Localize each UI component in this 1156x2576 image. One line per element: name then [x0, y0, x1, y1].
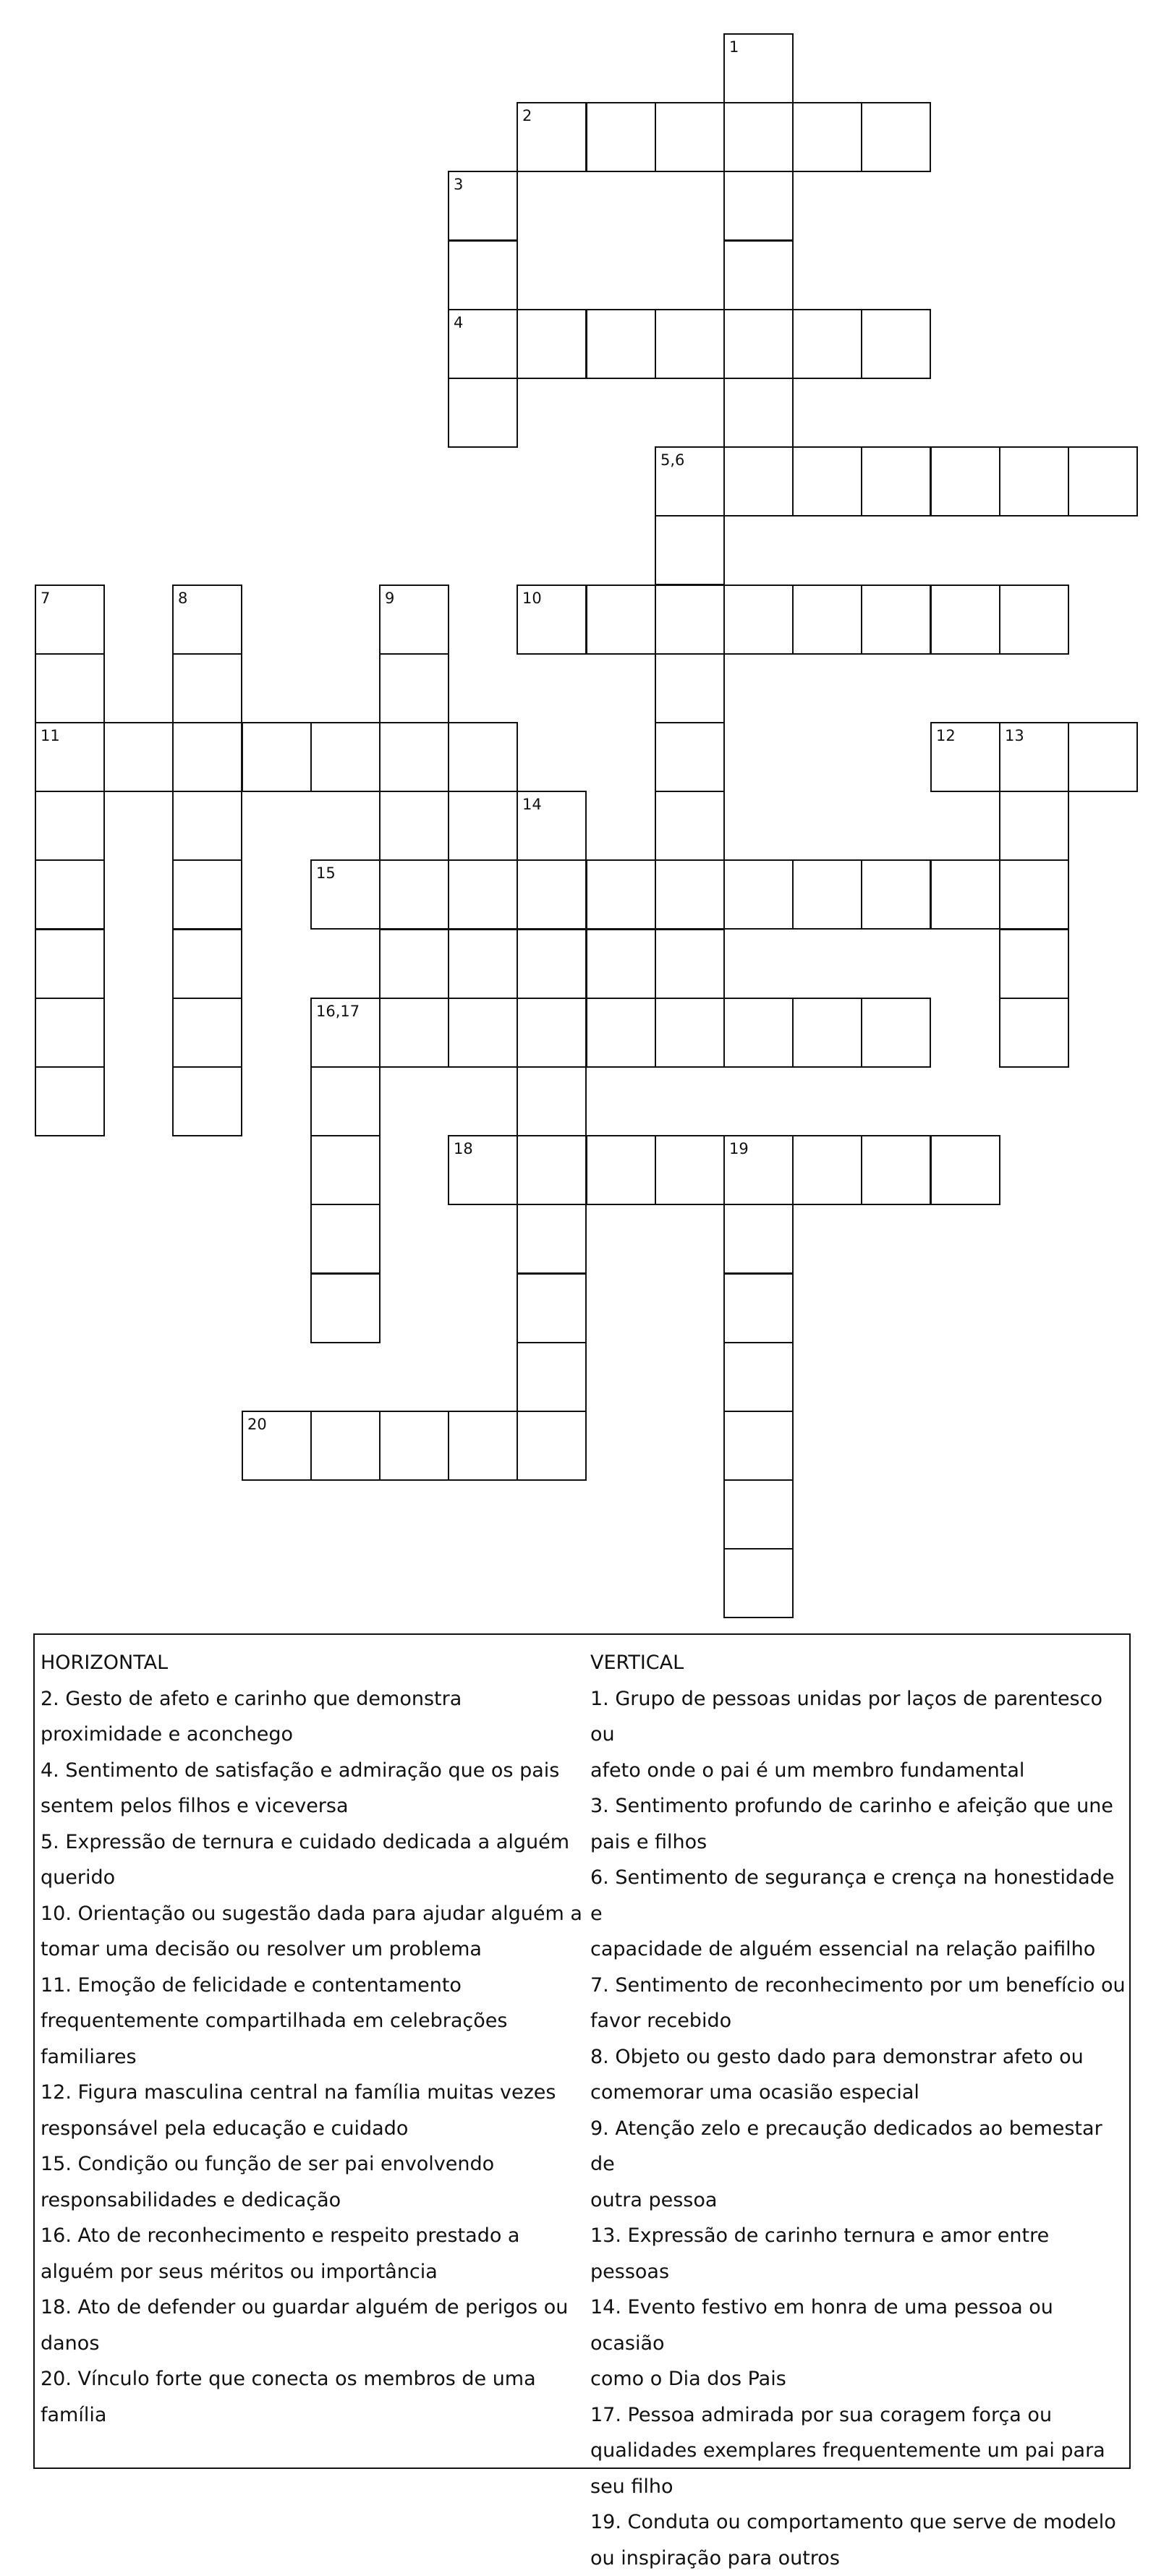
- crossword-cell[interactable]: [999, 446, 1069, 517]
- vertical-heading: VERTICAL: [590, 1645, 1126, 1681]
- clue-line: 17. Pessoa admirada por sua coragem força ou: [590, 2397, 1126, 2433]
- crossword-cell[interactable]: [448, 722, 518, 792]
- clue-line: 5. Expressão de ternura e cuidado dedicada a alguém: [41, 1824, 590, 1861]
- crossword-cell[interactable]: [172, 722, 242, 792]
- crossword-cell[interactable]: [930, 859, 1000, 930]
- clue-number: 1: [729, 40, 739, 55]
- crossword-cell[interactable]: [655, 309, 725, 379]
- clue-number: 4: [454, 315, 463, 331]
- crossword-cell[interactable]: [586, 929, 656, 999]
- crossword-cell[interactable]: [723, 171, 794, 241]
- crossword-cell[interactable]: [723, 585, 794, 655]
- clue-line: 1. Grupo de pessoas unidas por laços de parentesco ou: [590, 1681, 1126, 1753]
- clue-number: 5,6: [660, 453, 684, 468]
- crossword-cell[interactable]: [792, 585, 862, 655]
- crossword-cell[interactable]: [861, 585, 931, 655]
- crossword-cell[interactable]: [448, 791, 518, 861]
- crossword-cell[interactable]: [379, 653, 449, 723]
- clue-number: 19: [729, 1142, 749, 1157]
- crossword-cell[interactable]: [1068, 446, 1138, 517]
- crossword-cell[interactable]: [655, 722, 725, 792]
- crossword-cell[interactable]: [861, 309, 931, 379]
- clue-line: pessoas: [590, 2254, 1126, 2290]
- clue-line: 2. Gesto de afeto e carinho que demonstra: [41, 1681, 590, 1717]
- crossword-cell[interactable]: [517, 1066, 587, 1136]
- crossword-cell[interactable]: [655, 515, 725, 585]
- crossword-cell[interactable]: [517, 1135, 587, 1205]
- crossword-cell[interactable]: [310, 1273, 381, 1343]
- horizontal-heading: HORIZONTAL: [41, 1645, 590, 1681]
- crossword-cell[interactable]: [310, 1411, 381, 1481]
- clues-box: [33, 1633, 1131, 2469]
- crossword-cell[interactable]: [723, 1342, 794, 1412]
- crossword-cell[interactable]: [517, 309, 587, 379]
- clue-number: 15: [316, 866, 336, 881]
- crossword-cell[interactable]: [103, 722, 174, 792]
- crossword-cell[interactable]: [723, 309, 794, 379]
- clue-number: 11: [41, 728, 60, 744]
- crossword-cell[interactable]: [655, 998, 725, 1068]
- clue-line: 10. Orientação ou sugestão dada para ajudar alguém a: [41, 1896, 590, 1932]
- crossword-cell[interactable]: [379, 1411, 449, 1481]
- clue-line: família: [41, 2397, 590, 2433]
- crossword-cell[interactable]: [448, 998, 518, 1068]
- crossword-cell[interactable]: [35, 929, 105, 999]
- clue-number: 20: [247, 1417, 267, 1432]
- clue-line: 15. Condição ou função de ser pai envolvendo: [41, 2146, 590, 2182]
- clue-line: proximidade e aconchego: [41, 1717, 590, 1753]
- crossword-cell[interactable]: [792, 446, 862, 517]
- clue-line: alguém por seus méritos ou importância: [41, 2254, 590, 2290]
- crossword-cell[interactable]: [655, 929, 725, 999]
- crossword-cell[interactable]: [723, 240, 794, 310]
- crossword-cell[interactable]: [172, 859, 242, 930]
- clue-number: 12: [936, 728, 956, 744]
- crossword-cell[interactable]: [655, 653, 725, 723]
- crossword-cell[interactable]: [517, 1411, 587, 1481]
- crossword-cell[interactable]: [448, 859, 518, 930]
- crossword-cell[interactable]: [861, 446, 931, 517]
- crossword-cell[interactable]: [723, 102, 794, 172]
- crossword-cell[interactable]: [310, 1066, 381, 1136]
- crossword-cell[interactable]: [723, 859, 794, 930]
- clue-number: 9: [385, 591, 394, 606]
- clue-line: 11. Emoção de felicidade e contentamento: [41, 1968, 590, 2004]
- crossword-cell[interactable]: [448, 378, 518, 448]
- crossword-cell[interactable]: [861, 102, 931, 172]
- clue-line: 19. Conduta ou comportamento que serve de modelo: [590, 2504, 1126, 2541]
- clue-line: querido: [41, 1860, 590, 1896]
- crossword-cell[interactable]: [517, 1204, 587, 1274]
- crossword-cell[interactable]: [999, 929, 1069, 999]
- crossword-cell[interactable]: [586, 309, 656, 379]
- crossword-cell[interactable]: [930, 1135, 1000, 1205]
- clue-line: 6. Sentimento de segurança e crença na honestidade e: [590, 1860, 1126, 1931]
- clue-line: 4. Sentimento de satisfação e admiração que os pais: [41, 1753, 590, 1789]
- crossword-cell[interactable]: [861, 859, 931, 930]
- crossword-cell[interactable]: [792, 998, 862, 1068]
- crossword-cell[interactable]: [999, 585, 1069, 655]
- horizontal-clues: [41, 1645, 590, 2433]
- crossword-cell[interactable]: [792, 859, 862, 930]
- clue-number: 16,17: [316, 1004, 360, 1019]
- crossword-cell[interactable]: [723, 1411, 794, 1481]
- crossword-cell[interactable]: [379, 791, 449, 861]
- clue-line: responsável pela educação e cuidado: [41, 2111, 590, 2147]
- crossword-cell[interactable]: [586, 102, 656, 172]
- clue-line: 9. Atenção zelo e precaução dedicados ao bemestar de: [590, 2111, 1126, 2182]
- crossword-cell[interactable]: [655, 859, 725, 930]
- crossword-cell[interactable]: [517, 929, 587, 999]
- clue-number: 7: [41, 591, 50, 606]
- crossword-cell[interactable]: [999, 998, 1069, 1068]
- clue-line: sentem pelos filhos e viceversa: [41, 1788, 590, 1824]
- crossword-cell[interactable]: [35, 653, 105, 723]
- crossword-cell[interactable]: [586, 998, 656, 1068]
- clue-line: 8. Objeto ou gesto dado para demonstrar afeto ou: [590, 2039, 1126, 2075]
- crossword-cell[interactable]: [861, 1135, 931, 1205]
- crossword-cell[interactable]: [655, 1135, 725, 1205]
- clue-line: 13. Expressão de carinho ternura e amor entre: [590, 2218, 1126, 2254]
- crossword-cell[interactable]: [242, 722, 312, 792]
- clue-line: favor recebido: [590, 2003, 1126, 2039]
- crossword-cell[interactable]: [172, 1066, 242, 1136]
- clue-line: 14. Evento festivo em honra de uma pessoa ou ocasião: [590, 2290, 1126, 2361]
- crossword-cell[interactable]: [310, 1135, 381, 1205]
- crossword-cell[interactable]: [999, 859, 1069, 930]
- crossword-cell[interactable]: [723, 1204, 794, 1274]
- clue-number: 18: [454, 1142, 473, 1157]
- crossword-cell[interactable]: [930, 446, 1000, 517]
- clue-number: 10: [522, 591, 542, 606]
- vertical-clues: [590, 1645, 1126, 2576]
- crossword-cell[interactable]: [517, 859, 587, 930]
- clue-line: 16. Ato de reconhecimento e respeito prestado a: [41, 2218, 590, 2254]
- crossword-cell[interactable]: [723, 378, 794, 448]
- clue-line: pais e filhos: [590, 1824, 1126, 1861]
- crossword-cell[interactable]: [379, 722, 449, 792]
- clue-line: qualidades exemplares frequentemente um pai para: [590, 2433, 1126, 2469]
- crossword-cell[interactable]: [172, 998, 242, 1068]
- crossword-cell[interactable]: [379, 929, 449, 999]
- clue-line: 7. Sentimento de reconhecimento por um benefício ou: [590, 1968, 1126, 2004]
- crossword-cell[interactable]: [792, 309, 862, 379]
- crossword-cell[interactable]: [35, 859, 105, 930]
- crossword-cell[interactable]: [586, 1135, 656, 1205]
- crossword-cell[interactable]: [448, 929, 518, 999]
- crossword-cell[interactable]: [723, 1548, 794, 1618]
- crossword-cell[interactable]: [35, 1066, 105, 1136]
- crossword-cell[interactable]: [172, 791, 242, 861]
- crossword-cell[interactable]: [861, 998, 931, 1068]
- crossword-cell[interactable]: [35, 791, 105, 861]
- clue-line: frequentemente compartilhada em celebrações: [41, 2003, 590, 2039]
- crossword-cell[interactable]: [723, 1479, 794, 1550]
- clue-line: comemorar uma ocasião especial: [590, 2075, 1126, 2111]
- clue-number: 13: [1005, 728, 1024, 744]
- crossword-cell[interactable]: [655, 791, 725, 861]
- crossword-cell[interactable]: [517, 1342, 587, 1412]
- clue-line: capacidade de alguém essencial na relação paifilho: [590, 1931, 1126, 1968]
- clue-line: tomar uma decisão ou resolver um problema: [41, 1931, 590, 1968]
- crossword-cell[interactable]: [792, 1135, 862, 1205]
- crossword-cell[interactable]: [655, 102, 725, 172]
- clue-number: 14: [522, 797, 542, 812]
- crossword-cell[interactable]: [1068, 722, 1138, 792]
- crossword-cell[interactable]: [723, 446, 794, 517]
- clue-line: 18. Ato de defender ou guardar alguém de perigos ou: [41, 2290, 590, 2326]
- crossword-cell[interactable]: [172, 653, 242, 723]
- crossword-cell[interactable]: [35, 998, 105, 1068]
- clue-line: 3. Sentimento profundo de carinho e afeição que une: [590, 1788, 1126, 1824]
- clue-line: outra pessoa: [590, 2182, 1126, 2219]
- crossword-cell[interactable]: [586, 859, 656, 930]
- crossword-cell[interactable]: [999, 791, 1069, 861]
- clue-line: familiares: [41, 2039, 590, 2075]
- crossword-cell[interactable]: [310, 1204, 381, 1274]
- clue-line: seu filho: [590, 2469, 1126, 2505]
- crossword-cell[interactable]: [172, 929, 242, 999]
- crossword-cell[interactable]: [792, 102, 862, 172]
- clue-line: 20. Vínculo forte que conecta os membros de uma: [41, 2361, 590, 2397]
- clue-line: 12. Figura masculina central na família muitas vezes: [41, 2075, 590, 2111]
- crossword-cell[interactable]: [723, 1273, 794, 1343]
- crossword-cell[interactable]: [379, 859, 449, 930]
- crossword-cell[interactable]: [448, 240, 518, 310]
- crossword-cell[interactable]: [930, 585, 1000, 655]
- crossword-cell[interactable]: [517, 1273, 587, 1343]
- crossword-cell[interactable]: [723, 998, 794, 1068]
- clue-line: danos: [41, 2326, 590, 2362]
- clue-line: como o Dia dos Pais: [590, 2361, 1126, 2397]
- clue-line: ou inspiração para outros: [590, 2541, 1126, 2576]
- clue-line: responsabilidades e dedicação: [41, 2182, 590, 2219]
- crossword-cell[interactable]: [379, 998, 449, 1068]
- clue-line: afeto onde o pai é um membro fundamental: [590, 1753, 1126, 1789]
- crossword-cell[interactable]: [310, 722, 381, 792]
- crossword-cell[interactable]: [586, 585, 656, 655]
- clue-number: 3: [454, 177, 463, 192]
- crossword-cell[interactable]: [655, 585, 725, 655]
- crossword-cell[interactable]: [448, 1411, 518, 1481]
- clue-number: 2: [522, 109, 532, 124]
- clue-number: 8: [178, 591, 187, 606]
- crossword-cell[interactable]: [517, 998, 587, 1068]
